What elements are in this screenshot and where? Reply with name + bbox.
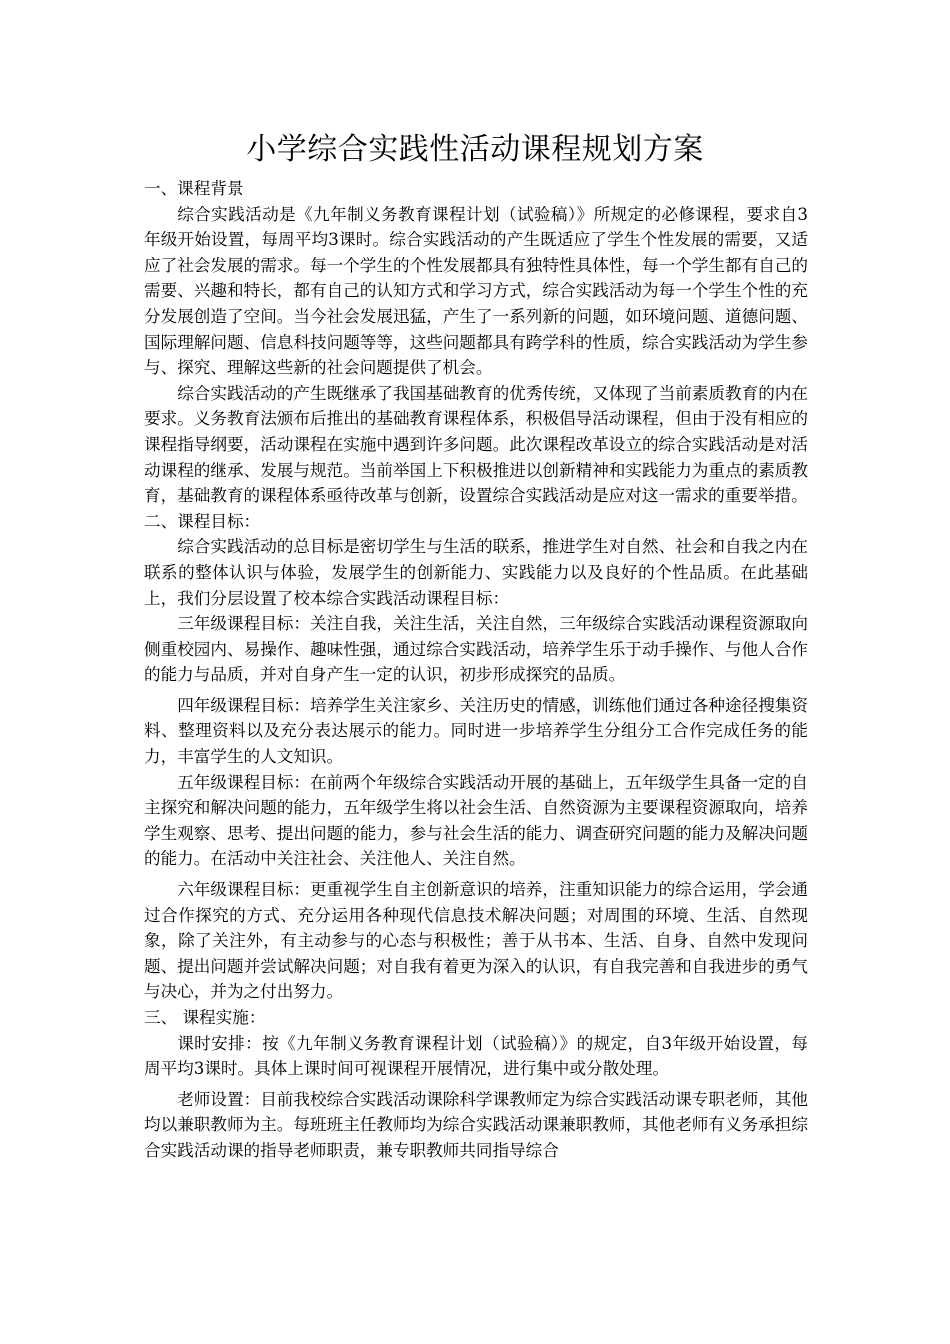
section-heading-background: 一、课程背景 — [144, 179, 244, 198]
paragraph-background-2: 综合实践活动的产生既继承了我国基础教育的优秀传统，又体现了当前素质教育的内在要求。义务教育法颁布后推出的基础教育课程体系，积极倡导活动课程，但由于没有相应的课程指导纲要，活动课程在实施中遇到许多问题。此次课程改革设立的综合实践活动是对活动课程的继承、发展与规范。当前举国上下积极推进以创新精神和实践能力为重点的素质教育，基础教育的课程体系亟待改革与创新，设置综合实践活动是应对这一需求的重要举措。 — [144, 383, 808, 506]
page-title: 小学综合实践性活动课程规划方案 — [246, 132, 704, 167]
paragraph-grade3-goal: 三年级课程目标：关注自我，关注生活，关注自然，三年级综合实践活动课程资源取向侧重校园内、易操作、趣味性强，通过综合实践活动，培养学生乐于动手操作、与他人合作的能力与品质，并对自身产生一定的认识，初步形成探究的品质。 — [144, 614, 808, 685]
paragraph-background-1: 综合实践活动是《九年制义务教育课程计划（试验稿）》所规定的必修课程，要求自3年级开始设置，每周平均3课时。综合实践活动的产生既适应了学生个性发展的需要，又适应了社会发展的需求。每一个学生的个性发展都具有独特性具体性，每一个学生都有自己的需要、兴趣和特长，都有自己的认知方式和学习方式，综合实践活动为每一个学生个性的充分发展创造了空间。当今社会发展迅猛，产生了一系列新的问题，如环境问题、道德问题、国际理解问题、信息科技问题等等，这些问题都具有跨学科的性质，综合实践活动为学生参与、探究、理解这些新的社会问题提供了机会。 — [144, 204, 808, 378]
paragraph-overall-goal: 综合实践活动的总目标是密切学生与生活的联系，推进学生对自然、社会和自我之内在联系的整体认识与体验，发展学生的创新能力、实践能力以及良好的个性品质。在此基础上，我们分层设置了校本综合实践活动课程目标： — [144, 537, 808, 608]
paragraph-grade4-goal: 四年级课程目标：培养学生关注家乡、关注历史的情感，训练他们通过各种途径搜集资料、整理资料以及充分表达展示的能力。同时进一步培养学生分组分工合作完成任务的能力，丰富学生的人文知识。 — [144, 695, 808, 767]
section-heading-implementation: 三、 课程实施： — [144, 1008, 266, 1027]
paragraph-schedule: 课时安排：按《九年制义务教育课程计划（试验稿）》的规定，自3年级开始设置，每周平均3课时。具体上课时间可视课程开展情况，进行集中或分散处理。 — [144, 1033, 808, 1079]
paragraph-grade6-goal: 六年级课程目标：更重视学生自主创新意识的培养，注重知识能力的综合运用，学会通过合作探究的方式、充分运用各种现代信息技术解决问题；对周围的环境、生活、自然现象，除了关注外，有主动参与的心态与积极性；善于从书本、生活、自身、自然中发现问题、提出问题并尝试解决问题；对自我有着更为深入的认识，有自我完善和自我进步的勇气与决心，并为之付出努力。 — [144, 880, 808, 1002]
paragraph-grade5-goal: 五年级课程目标：在前两个年级综合实践活动开展的基础上，五年级学生具备一定的自主探究和解决问题的能力，五年级学生将以社会生活、自然资源为主要课程资源取向，培养学生观察、思考、提出问题的能力，参与社会生活的能力、调查研究问题的能力及解决问题的能力。在活动中关注社会、关注他人、关注自然。 — [144, 772, 808, 869]
section-heading-goals: 二、课程目标： — [144, 511, 261, 531]
paragraph-teachers: 老师设置：目前我校综合实践活动课除科学课教师定为综合实践活动课专职老师，其他均以兼职教师为主。每班班主任教师均为综合实践活动课兼职教师，其他老师有义务承担综合实践活动课的指导老师职责，兼专职教师共同指导综合 — [144, 1089, 808, 1160]
document-body — [144, 176, 808, 1164]
